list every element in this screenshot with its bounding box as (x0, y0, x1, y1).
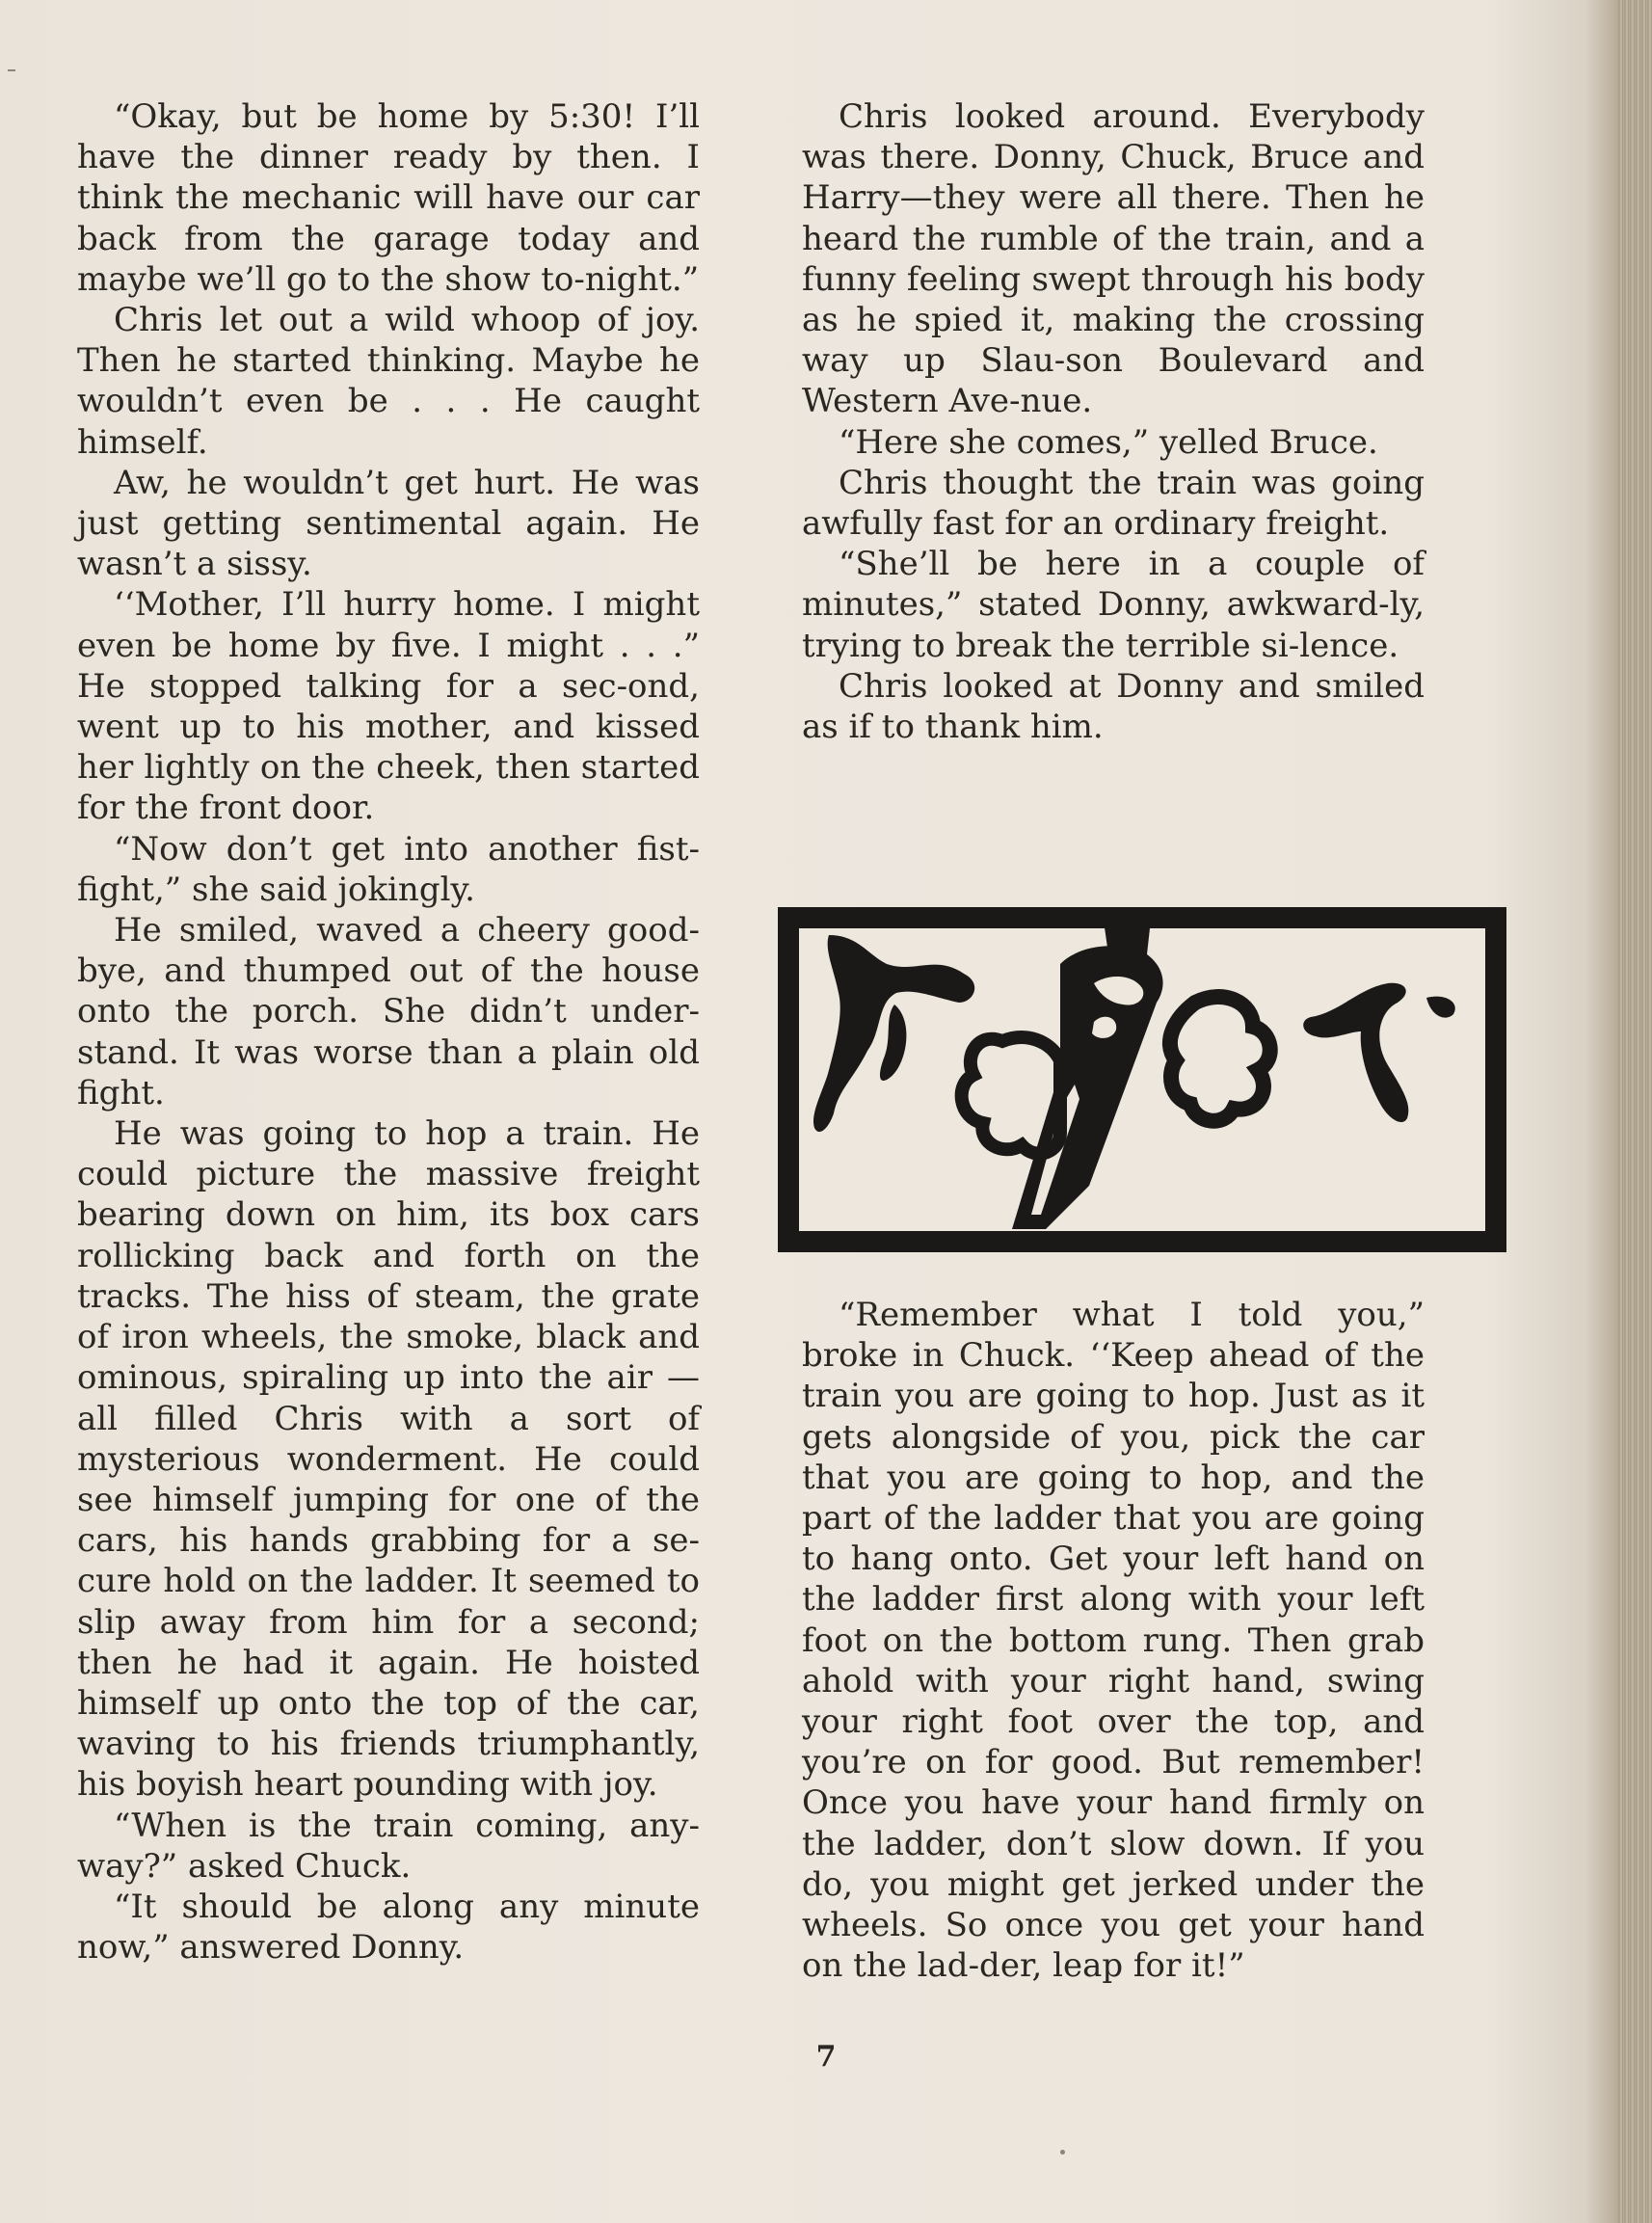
paragraph: “Now don’t get into another fist-fight,” she said jokingly. (77, 829, 700, 909)
paragraph: He smiled, waved a cheery good-bye, and thumped out of the house onto the porch. She didn’t under-stand. It was worse than a plain old fight. (77, 911, 700, 1112)
page-number: 7 (815, 2040, 837, 2074)
paragraph: Chris let out a wild whoop of joy. Then he started thinking. Maybe he wouldn’t even be . . . He caught himself. (77, 301, 700, 462)
paragraph: “She’ll be here in a couple of minutes,” stated Donny, awkward-ly, trying to break the terrible si-lence. (802, 545, 1425, 665)
woodcut-illustration-icon (771, 897, 1513, 1263)
margin-mark (8, 69, 15, 71)
paragraph: “Okay, but be home by 5:30! I’ll have the dinner ready by then. I think the mechanic will have our car back from the garage today and maybe we’ll go to the show to-night.” (77, 97, 700, 299)
paragraph: “Here she comes,” yelled Bruce. (839, 422, 1378, 462)
paragraph: Chris looked around. Everybody was there. Donny, Chuck, Bruce and Harry—they were all there. Then he heard the rumble of the train, and a funny feeling swept through his body as he spied it, making the crossing way up Slau-son Boulevard and Western Ave-nue. (802, 97, 1425, 421)
right-column-top (802, 96, 1425, 747)
paragraph: Chris thought the train was going awfully fast for an ordinary freight. (802, 463, 1425, 544)
illustration-graphic (771, 897, 1513, 1263)
paragraph: He was going to hop a train. He could picture the massive freight bearing down on him, its box cars rollicking back and forth on the tracks. The hiss of steam, the grate of iron wheels, the smoke, black and ominous, spiraling up into the air —all filled Chris with a sort of mysterious wonderment. He could see himself jumping for one of the cars, his hands grabbing for a se-cure hold on the ladder. It seemed to slip away from him for a second; then he had it again. He hoisted himself up onto the top of the car, waving to his friends triumphantly, his boyish heart pounding with joy. (77, 1114, 700, 1805)
left-column (77, 96, 700, 1968)
paragraph: Chris looked at Donny and smiled as if to thank him. (802, 666, 1425, 747)
right-column-bottom (802, 1295, 1425, 1986)
paragraph: ‘‘Mother, I’ll hurry home. I might even be home by five. I might . . .” He stopped talking for a sec-ond, went up to his mother, and kissed her lightly on the cheek, then started for the front door. (77, 585, 700, 828)
paragraph: Aw, he wouldn’t get hurt. He was just getting sentimental again. He wasn’t a sissy. (77, 463, 700, 584)
paragraph: “When is the train coming, any-way?” asked Chuck. (77, 1806, 700, 1886)
book-gutter (1617, 0, 1652, 2223)
speck (1060, 2150, 1065, 2155)
paragraph: “It should be along any minute now,” answered Donny. (77, 1887, 700, 1968)
paragraph: “Remember what I told you,” broke in Chuck. ‘‘Keep ahead of the train you are going to hop. Just as it gets alongside of you, pick the car that you are going to hop, and the part of the ladder that you are going to hang onto. Get your left hand on the ladder first along with your left foot on the bottom rung. Then grab ahold with your right hand, swing your right foot over the top, and you’re on for good. But remember! Once you have your hand firmly on the ladder, don’t slow down. If you do, you might get jerked under the wheels. So once you get your hand on the lad-der, leap for it!” (802, 1296, 1425, 1986)
